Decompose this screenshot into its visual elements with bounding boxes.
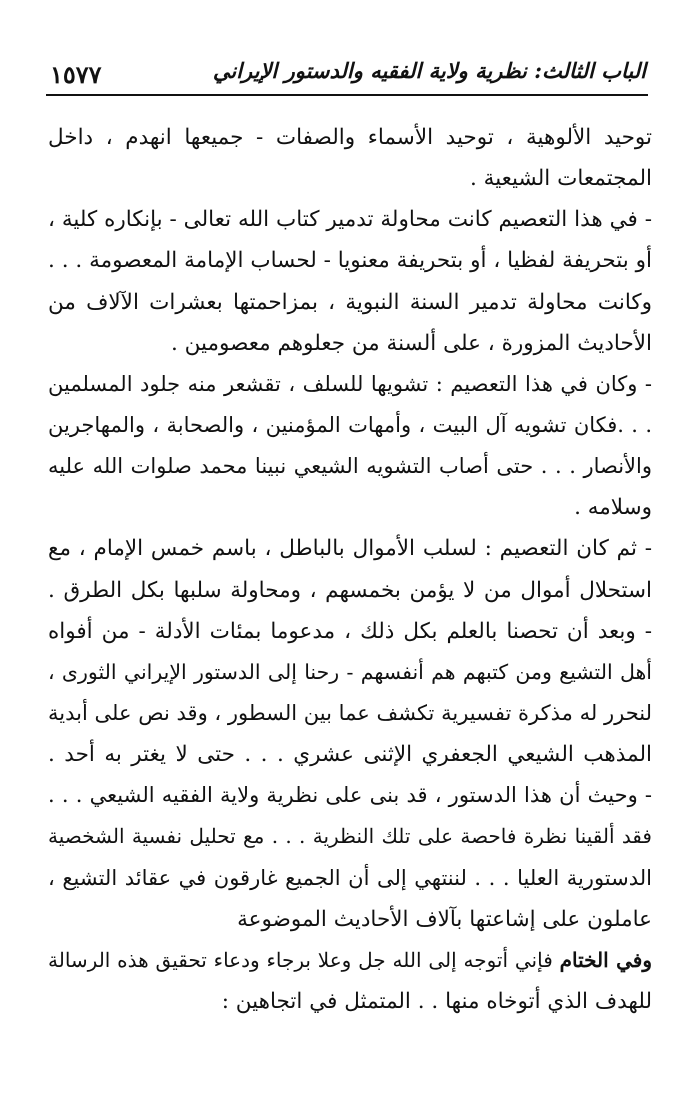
running-title: الباب الثالث: نظرية ولاية الفقيه والدستور الإيراني [212,58,646,83]
text-line: عاملون على إشاعتها بآلاف الأحاديث الموضوعة [237,906,652,932]
body-text [48,117,652,1022]
text-line: - وكان في هذا التعصيم : تشويها للسلف ، تقشعر منه جلود المسلمين [48,371,652,396]
closing-line-2: للهدف الذي أتوخاه منها . . المتمثل في اتجاهين : [221,988,652,1014]
closing-bold-lead: وفي الختام [559,947,652,972]
text-line: وسلامه . [574,495,652,521]
closing-line-1 [48,940,652,981]
text-line: الدستورية العليا . . . لننتهي إلى أن الجميع غارقون في عقائد التشيع ، [48,865,652,890]
text-line: والأنصار . . . حتى أصاب التشويه الشيعي نبينا محمد صلوات الله عليه [48,454,652,479]
paragraph-lines [48,117,652,940]
text-line: - وحيث أن هذا الدستور ، قد بنى على نظرية ولاية الفقيه الشيعي . . . [48,783,652,808]
text-line: أو بتحريفة لفظيا ، أو بتحريفة معنويا - لحساب الإمامة المعصومة . . . [48,248,652,274]
text-line: - وبعد أن تحصنا بالعلم بكل ذلك ، مدعوما بمئات الأدلة - من أفواه [48,618,652,644]
text-line: - ثم كان التعصيم : لسلب الأموال بالباطل ، باسم خمس الإمام ، مع [48,536,652,562]
text-line: المذهب الشيعي الجعفري الإثنى عشري . . . حتى لا يغتر به أحد . [48,742,652,768]
text-line: - في هذا التعصيم كانت محاولة تدمير كتاب الله تعالى - بإنكاره كلية ، [48,207,652,233]
text-line: استحلال أموال من لا يؤمن بخمسهم ، ومحاولة سلبها بكل الطرق . [48,577,652,603]
page-number: ١٥٧٧ [50,60,102,89]
closing-line-1-text: فإني أتوجه إلى الله جل وعلا برجاء ودعاء تحقيق هذه الرسالة [48,947,560,972]
text-line: لنحرر له مذكرة تفسيرية تكشف عما بين السطور ، وقد نص على أبدية [48,700,652,725]
text-line: المجتمعات الشيعية . [470,166,652,192]
text-line: فقد ألقينا نظرة فاحصة على تلك النظرية . . . مع تحليل نفسية الشخصية [48,824,652,849]
text-line: الأحاديث المزورة ، على ألسنة من جعلوهم معصومين . [170,330,652,356]
text-line: وكانت محاولة تدمير السنة النبوية ، بمزاحمتها بعشرات الآلاف من [48,289,652,315]
page-header [46,50,648,96]
text-line: توحيد الألوهية ، توحيد الأسماء والصفات - جميعها انهدم ، داخل [48,125,652,150]
text-line: . . .فكان تشويه آل البيت ، وأمهات المؤمنين ، والصحابة ، والمهاجرين [48,412,652,437]
text-line: أهل التشيع ومن كتبهم هم أنفسهم - رحنا إلى الدستور الإيراني الثورى ، [48,659,652,684]
